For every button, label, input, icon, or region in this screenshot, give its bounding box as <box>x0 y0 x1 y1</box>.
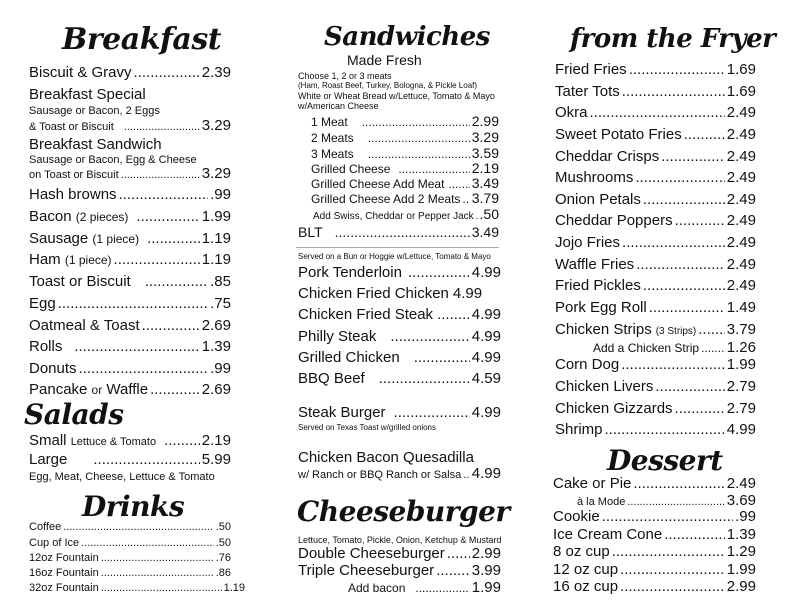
dot-leader <box>636 256 725 273</box>
menu-item <box>298 349 501 366</box>
menu-item <box>29 432 231 449</box>
menu-item <box>555 234 756 251</box>
item-price: .76 <box>215 552 231 564</box>
item-name: Pancake <box>29 381 88 398</box>
item-price: 3.79 <box>471 190 499 206</box>
menu-item <box>311 145 499 161</box>
fryer-heading: from the Fryer <box>570 24 776 54</box>
item-price: 4.99 <box>471 349 501 366</box>
menu-item <box>29 451 231 468</box>
menu-item <box>555 421 756 438</box>
menu-item <box>298 562 501 579</box>
item-name: Coffee <box>29 521 62 533</box>
item-price: 1.69 <box>726 83 756 100</box>
menu-item <box>553 578 756 595</box>
menu-item <box>29 552 231 564</box>
menu-item <box>348 579 501 596</box>
item-qty: (3 Strips) <box>655 326 697 337</box>
item-price: 2.79 <box>726 378 756 395</box>
menu-item <box>298 545 501 562</box>
item-price: 1.99 <box>726 561 756 578</box>
menu-item <box>555 212 756 229</box>
item-description-row <box>29 165 231 182</box>
item-price: 4.99 <box>471 264 501 281</box>
item-name: 1 Meat <box>311 115 348 129</box>
menu-item <box>311 113 499 129</box>
item-name: Chicken Fried Steak <box>298 306 434 323</box>
item-price: .75 <box>210 295 231 312</box>
item-name: Cake or Pie <box>553 475 632 492</box>
dot-leader <box>620 561 725 578</box>
item-description: Sausage or Bacon, Egg & Cheese <box>29 154 197 166</box>
item-price: 2.99 <box>471 113 499 129</box>
item-price: 1.26 <box>726 339 756 356</box>
item-name: Donuts <box>29 360 77 377</box>
menu-item <box>29 295 231 312</box>
item-price: .50 <box>479 206 499 222</box>
item-price: 3.29 <box>201 117 231 134</box>
item-name: Small <box>29 432 67 449</box>
dot-leader <box>664 526 725 543</box>
item-price: 1.19 <box>201 251 231 268</box>
dot-leader <box>649 299 725 316</box>
cheeseburger-heading: Cheeseburger <box>297 495 510 528</box>
dot-leader <box>602 508 733 525</box>
item-name: Sweet Potato Fries <box>555 126 682 143</box>
item-price: 1.99 <box>201 208 231 225</box>
item-qty: (1 piece) <box>64 253 112 267</box>
item-name: Cheddar Crisps <box>555 148 660 165</box>
item-name: Add bacon <box>348 581 406 595</box>
dot-leader <box>627 496 724 508</box>
item-description-row <box>29 117 231 134</box>
menu-item <box>29 251 231 268</box>
dot-leader <box>629 61 725 78</box>
item-price: 3.49 <box>471 224 499 240</box>
item-price: .99 <box>735 508 756 525</box>
dot-leader <box>621 356 725 373</box>
item-price: .99 <box>210 360 231 377</box>
item-price: 3.79 <box>726 321 756 338</box>
item-price: .50 <box>215 537 231 549</box>
menu-item <box>298 224 499 240</box>
menu-item <box>298 465 501 482</box>
item-name: Sausage <box>29 230 89 247</box>
item-name: 16oz Fountain <box>29 567 99 579</box>
item-name: Grilled Cheese Add 2 Meats <box>311 192 461 206</box>
sandwiches-divider <box>296 247 499 248</box>
item-description: Lettuce & Tomato <box>70 436 157 448</box>
item-name: Add a Chicken Strip <box>593 341 700 355</box>
menu-item <box>29 567 231 579</box>
item-price: 3.69 <box>726 492 756 509</box>
breakfast-heading: Breakfast <box>62 22 222 57</box>
item-name: Bacon <box>29 208 72 225</box>
item-name: 32oz Fountain <box>29 582 99 594</box>
item-price: 2.19 <box>471 160 499 176</box>
menu-item <box>298 404 501 421</box>
item-price: 4.99 <box>471 465 501 482</box>
item-name: 16 oz cup <box>553 578 619 595</box>
item-name: Fried Pickles <box>555 277 641 294</box>
menu-item <box>29 136 231 153</box>
item-price: 2.49 <box>726 191 756 208</box>
menu-item <box>29 317 231 334</box>
menu-item <box>555 299 756 316</box>
item-price: 1.39 <box>726 526 756 543</box>
menu-item <box>29 273 231 290</box>
item-qty: (2 pieces) <box>75 210 129 224</box>
menu-item <box>29 86 231 103</box>
item-name: Rolls <box>29 338 63 355</box>
item-name-2: Waffle <box>106 381 149 398</box>
sandwiches-heading: Sandwiches <box>324 22 490 52</box>
dot-leader <box>635 169 724 186</box>
menu-item <box>555 400 756 417</box>
dot-leader <box>612 543 725 560</box>
item-price: 2.49 <box>726 234 756 251</box>
dot-leader <box>633 475 724 492</box>
menu-item <box>29 537 231 549</box>
menu-item <box>29 186 231 203</box>
item-price: 1.19 <box>223 582 245 594</box>
dot-leader <box>661 148 725 165</box>
item-name: 12oz Fountain <box>29 552 99 564</box>
item-name: Breakfast Special <box>29 86 146 103</box>
item-name: BBQ Beef <box>298 370 365 387</box>
menu-item <box>553 526 756 543</box>
item-price: 2.49 <box>726 256 756 273</box>
item-name: Ice Cream Cone <box>553 526 663 543</box>
menu-item <box>298 328 501 345</box>
menu-item <box>593 339 756 356</box>
sandwiches-intro: (Ham, Roast Beef, Turkey, Bologna, & Pickle Loaf) <box>298 81 478 90</box>
menu-item <box>298 264 501 281</box>
item-price: 2.99 <box>471 545 501 562</box>
menu-item <box>29 64 231 81</box>
item-name: 3 Meats <box>311 147 354 161</box>
menu-item <box>311 190 499 206</box>
item-name: Ham <box>29 251 61 268</box>
menu-item <box>555 356 756 373</box>
item-name: 12 oz cup <box>553 561 619 578</box>
dessert-heading: Dessert <box>607 444 723 477</box>
menu-item <box>311 160 499 176</box>
item-description: Sausage or Bacon, 2 Eggs <box>29 105 160 117</box>
menu-item <box>555 191 756 208</box>
menu-item <box>555 148 756 165</box>
item-description: w/ Ranch or BBQ Ranch or Salsa <box>298 469 462 481</box>
item-name: Jojo Fries <box>555 234 621 251</box>
item-price: 2.49 <box>726 148 756 165</box>
menu-item <box>311 175 499 191</box>
item-price: 4.99 <box>452 285 483 302</box>
item-price: 2.49 <box>726 475 756 492</box>
item-name: 2 Meats <box>311 131 354 145</box>
menu-item <box>555 256 756 273</box>
item-name: Double Cheeseburger <box>298 545 445 562</box>
item-or: or <box>91 383 103 397</box>
item-price: 1.29 <box>726 543 756 560</box>
item-price: 4.99 <box>471 328 501 345</box>
item-name: Waffle Fries <box>555 256 635 273</box>
item-name: Cheddar Poppers <box>555 212 673 229</box>
steak-burger-note: Served on Texas Toast w/grilled onions <box>298 423 437 432</box>
menu-item <box>555 378 756 395</box>
item-name: Chicken Strips <box>555 321 652 338</box>
item-name: Biscuit & Gravy <box>29 64 132 81</box>
dot-leader <box>605 421 725 438</box>
item-qty: (1 piece) <box>92 232 140 246</box>
menu-item <box>555 277 756 294</box>
menu-item <box>553 508 756 525</box>
item-price: 2.49 <box>726 169 756 186</box>
menu-item <box>555 61 756 78</box>
item-price: 1.19 <box>201 230 231 247</box>
dot-leader <box>622 234 725 251</box>
menu-item <box>298 370 501 387</box>
salads-heading: Salads <box>24 398 124 431</box>
item-name: Okra <box>555 104 588 121</box>
menu-item <box>553 561 756 578</box>
item-name: Pork Egg Roll <box>555 299 647 316</box>
sandwiches-intro: w/American Cheese <box>298 101 379 111</box>
item-description: Egg, Meat, Cheese, Lettuce & Tomato <box>29 471 215 483</box>
menu-item <box>298 285 501 302</box>
item-price: 2.49 <box>726 104 756 121</box>
item-name: 8 oz cup <box>553 543 610 560</box>
item-price: 2.99 <box>726 578 756 595</box>
item-name: Grilled Cheese <box>311 162 391 176</box>
menu-item <box>29 521 231 533</box>
item-name: Grilled Cheese Add Meat <box>311 177 445 191</box>
item-name: Hash browns <box>29 186 117 203</box>
item-name: Add Swiss, Cheddar or Pepper Jack <box>313 211 474 222</box>
item-name: BLT <box>298 224 323 240</box>
quesadilla-name: Chicken Bacon Quesadilla <box>298 449 474 466</box>
item-price: 1.69 <box>726 61 756 78</box>
item-name: Egg <box>29 295 56 312</box>
item-name: Breakfast Sandwich <box>29 136 162 153</box>
dot-leader <box>620 578 725 595</box>
item-name: Cookie <box>553 508 600 525</box>
dot-leader <box>643 277 725 294</box>
menu-item <box>311 129 499 145</box>
item-name: Chicken Gizzards <box>555 400 673 417</box>
dot-leader <box>590 104 725 121</box>
item-name: Oatmeal & Toast <box>29 317 140 334</box>
dot-leader <box>684 126 725 143</box>
item-price: 1.99 <box>726 356 756 373</box>
dot-leader <box>675 212 725 229</box>
dot-leader <box>701 341 725 355</box>
menu-item <box>555 126 756 143</box>
item-price: 2.49 <box>726 277 756 294</box>
menu-item <box>577 492 756 509</box>
item-price: 2.49 <box>726 126 756 143</box>
item-price: 4.99 <box>471 404 501 421</box>
item-price: 2.19 <box>201 432 231 449</box>
item-price: 4.59 <box>471 370 501 387</box>
item-name: Corn Dog <box>555 356 620 373</box>
item-price: 2.39 <box>201 64 231 81</box>
menu-item <box>29 381 231 398</box>
menu-item <box>298 306 501 323</box>
menu-item <box>29 360 231 377</box>
item-name: Fried Fries <box>555 61 627 78</box>
item-price: 3.99 <box>471 562 501 579</box>
dot-leader <box>655 378 724 395</box>
item-name: Shrimp <box>555 421 603 438</box>
item-name: Onion Petals <box>555 191 641 208</box>
dot-leader <box>643 191 725 208</box>
item-name: Steak Burger <box>298 404 386 421</box>
item-name: Mushrooms <box>555 169 634 186</box>
item-name: Large <box>29 451 68 468</box>
sandwiches-intro: Choose 1, 2 or 3 meats <box>298 71 392 81</box>
item-name: Chicken Livers <box>555 378 654 395</box>
item-name: Chicken Fried Chicken <box>298 285 449 302</box>
dot-leader <box>675 400 725 417</box>
menu-item <box>29 208 231 225</box>
item-price: 3.29 <box>201 165 231 182</box>
menu-item <box>553 543 756 560</box>
menu-item <box>313 206 499 222</box>
menu-item <box>29 338 231 355</box>
menu-item <box>553 475 756 492</box>
item-price: 2.69 <box>201 317 231 334</box>
item-price: 5.99 <box>201 451 231 468</box>
item-price: 4.99 <box>471 306 501 323</box>
sandwiches-intro: White or Wheat Bread w/Lettuce, Tomato & Mayo <box>298 91 495 101</box>
item-description: on Toast or Biscuit <box>29 169 119 181</box>
item-price: .50 <box>215 521 231 533</box>
item-price: 1.39 <box>201 338 231 355</box>
cheeseburger-note: Lettuce, Tomato, Pickle, Onion, Ketchup & Mustard <box>298 535 502 545</box>
item-name: Philly Steak <box>298 328 377 345</box>
item-name: Grilled Chicken <box>298 349 400 366</box>
item-price: 3.59 <box>471 145 499 161</box>
menu-item <box>29 582 245 594</box>
bun-note: Served on a Bun or Hoggie w/Lettuce, Tomato & Mayo <box>298 252 491 261</box>
item-name: à la Mode <box>577 496 626 508</box>
item-price: 2.79 <box>726 400 756 417</box>
item-price: .99 <box>210 186 231 203</box>
item-price: 4.99 <box>726 421 756 438</box>
item-price: 3.29 <box>471 129 499 145</box>
menu-item <box>555 83 756 100</box>
item-name: Toast or Biscuit <box>29 273 131 290</box>
item-price: 2.69 <box>201 381 231 398</box>
menu-item <box>555 321 756 338</box>
item-price: 3.49 <box>471 175 499 191</box>
item-price: .86 <box>215 567 231 579</box>
drinks-heading: Drinks <box>82 490 185 523</box>
item-description: & Toast or Biscuit <box>29 121 114 133</box>
item-name: Triple Cheeseburger <box>298 562 435 579</box>
menu-item <box>29 230 231 247</box>
item-name: Pork Tenderloin <box>298 264 402 281</box>
dot-leader <box>698 321 725 338</box>
menu-item <box>555 169 756 186</box>
item-price: .85 <box>210 273 231 290</box>
menu-item <box>555 104 756 121</box>
item-name: Tater Tots <box>555 83 620 100</box>
item-price: 1.49 <box>726 299 756 316</box>
item-name: Cup of Ice <box>29 537 80 549</box>
dot-leader <box>622 83 725 100</box>
item-price: 1.99 <box>471 579 501 596</box>
sandwiches-subtitle: Made Fresh <box>347 52 422 68</box>
item-price: 2.49 <box>726 212 756 229</box>
